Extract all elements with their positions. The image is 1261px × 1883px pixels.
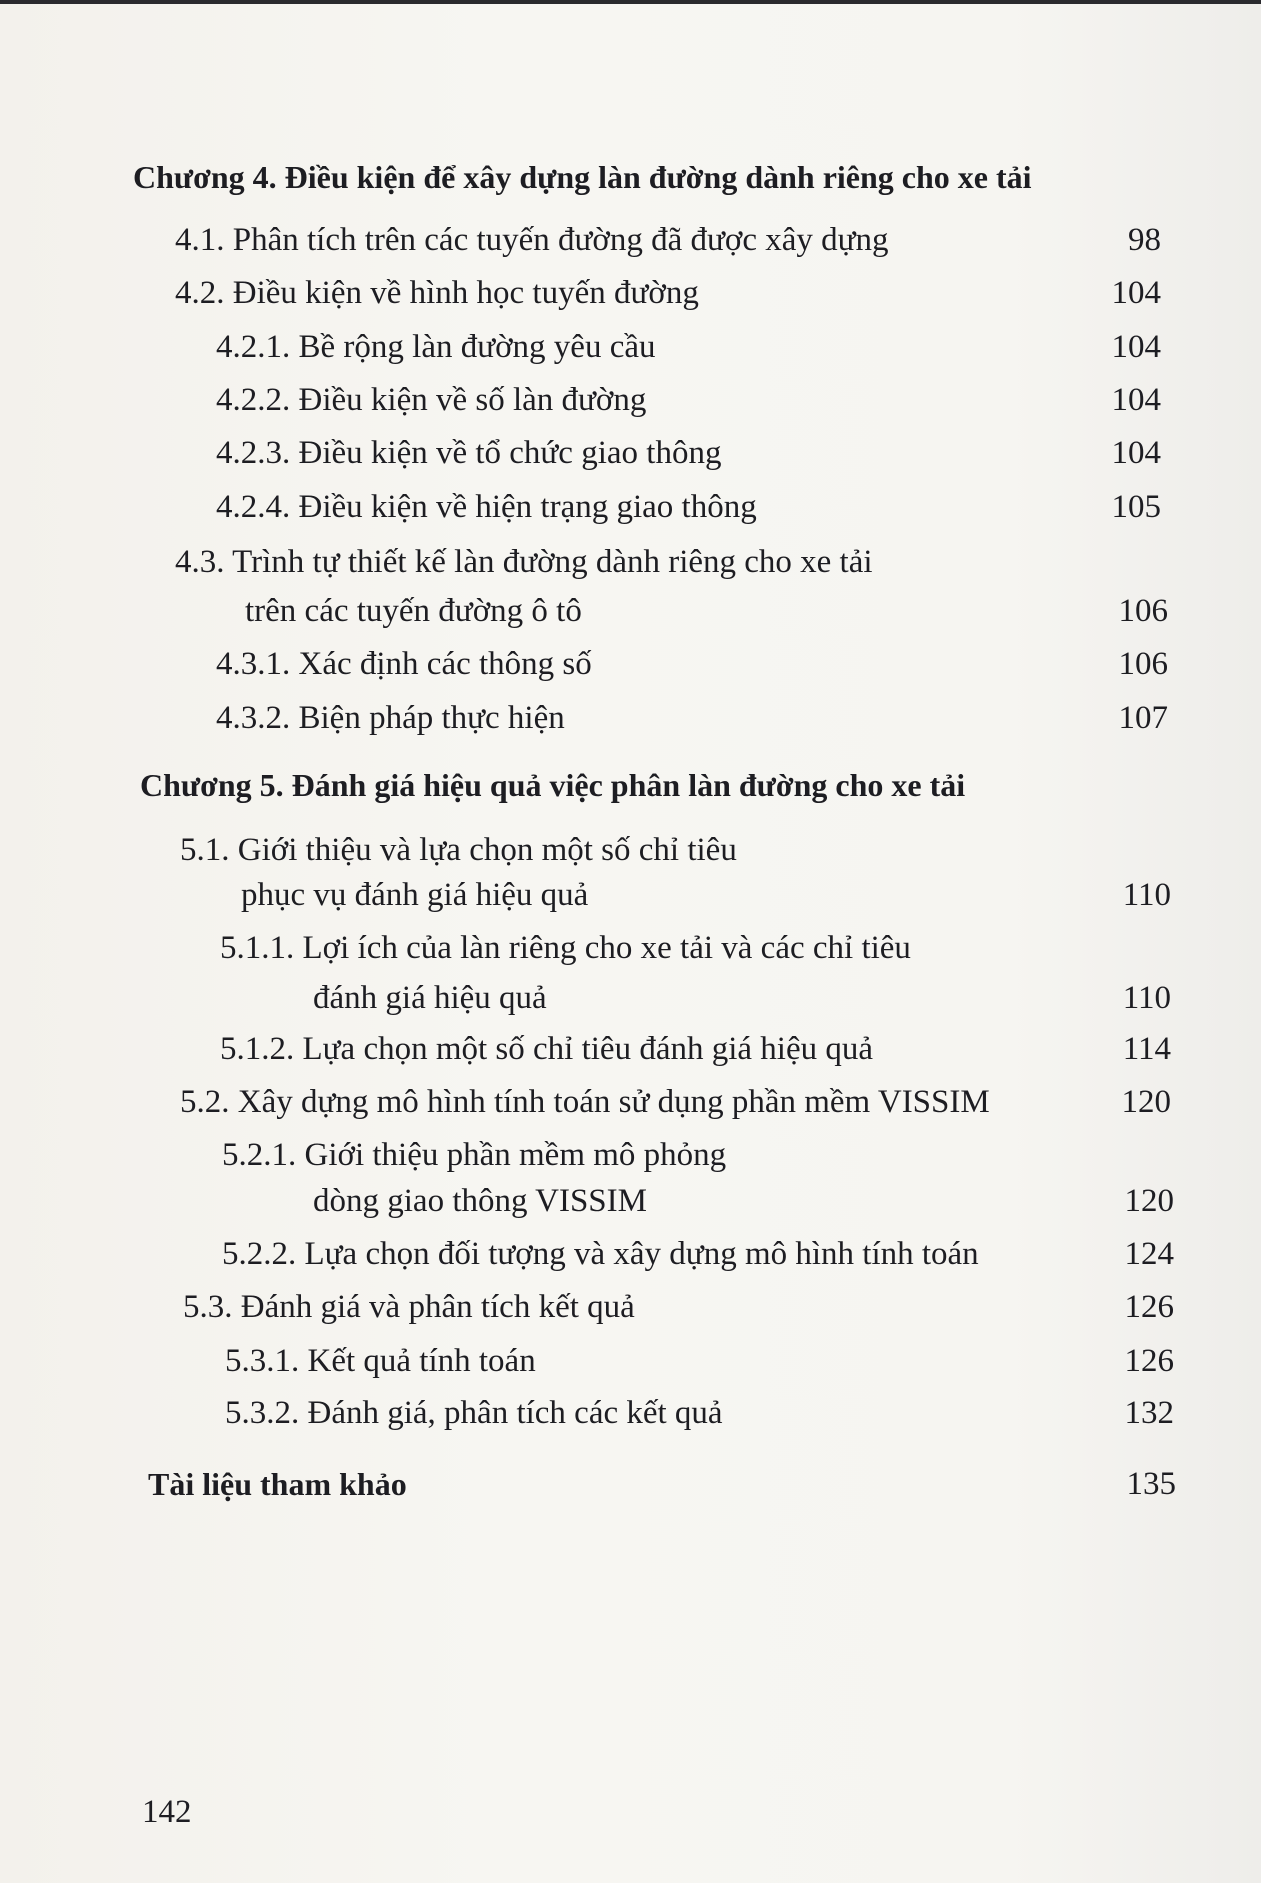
- toc-entry-page: 105: [1111, 489, 1161, 525]
- toc-entry-label: 5.1.1. Lợi ích của làn riêng cho xe tải và các chỉ tiêu: [220, 930, 911, 966]
- toc-entry-label: 5.3.1. Kết quả tính toán: [225, 1343, 536, 1379]
- toc-entry-label: 5.1.2. Lựa chọn một số chỉ tiêu đánh giá hiệu quả: [220, 1031, 873, 1067]
- toc-entry: [0, 378, 1261, 434]
- toc-entry-page: 114: [1122, 1031, 1171, 1067]
- toc-entry-page: 107: [1118, 700, 1168, 736]
- toc-entry-page: 106: [1118, 593, 1168, 629]
- toc-entry-page: 132: [1124, 1395, 1174, 1431]
- toc-entry-page: 104: [1111, 329, 1161, 365]
- toc-entry: [0, 325, 1261, 381]
- toc-entry-label: 5.1. Giới thiệu và lựa chọn một số chỉ tiêu: [180, 832, 737, 868]
- toc-entry-label: 4.2.3. Điều kiện về tổ chức giao thông: [216, 435, 722, 471]
- toc-entry-label: trên các tuyến đường ô tô: [245, 593, 582, 629]
- toc-entry-page: 110: [1122, 877, 1171, 913]
- toc-entry: [0, 642, 1261, 698]
- references-page: 135: [1126, 1466, 1176, 1502]
- toc-entry-page: 104: [1111, 382, 1161, 418]
- toc-entry-label: 5.2.1. Giới thiệu phần mềm mô phỏng: [222, 1137, 727, 1173]
- toc-entry: [0, 540, 1261, 596]
- toc-entry-label: đánh giá hiệu quả: [313, 980, 547, 1016]
- toc-entry: [0, 1285, 1261, 1341]
- toc-entry-continuation: [0, 589, 1261, 645]
- chapter-4-heading: [0, 155, 1261, 211]
- toc-entry-label: 4.3.2. Biện pháp thực hiện: [216, 700, 565, 736]
- toc-entry-label: 4.1. Phân tích trên các tuyến đường đã được xây dựng: [175, 222, 889, 258]
- toc-entry: [0, 926, 1261, 982]
- toc-entry-label: 5.2. Xây dựng mô hình tính toán sử dụng phần mềm VISSIM: [180, 1084, 990, 1120]
- toc-entry-continuation: [0, 1179, 1261, 1235]
- references-heading: [0, 1462, 1261, 1518]
- toc-entry-label: 5.2.2. Lựa chọn đối tượng và xây dựng mô hình tính toán: [222, 1236, 979, 1272]
- toc-entry-continuation: [0, 873, 1261, 929]
- toc-entry-page: 120: [1124, 1183, 1174, 1219]
- toc-entry-page: 126: [1124, 1343, 1174, 1379]
- toc-entry: [0, 696, 1261, 752]
- toc-entry-label: 5.3. Đánh giá và phân tích kết quả: [183, 1289, 635, 1325]
- toc-entry-page: 104: [1111, 275, 1161, 311]
- toc-entry-page: 120: [1121, 1084, 1171, 1120]
- toc-entry-page: 106: [1118, 646, 1168, 682]
- toc-entry-label: 5.3.2. Đánh giá, phân tích các kết quả: [225, 1395, 723, 1431]
- toc-entry-label: 4.2.2. Điều kiện về số làn đường: [216, 382, 647, 418]
- toc-entry-label: 4.3.1. Xác định các thông số: [216, 646, 592, 682]
- toc-entry: [0, 1339, 1261, 1395]
- toc-entry: [0, 431, 1261, 487]
- page-number: 142: [142, 1794, 192, 1830]
- toc-entry-label: 4.2. Điều kiện về hình học tuyến đường: [175, 275, 699, 311]
- toc-entry-label: 4.2.1. Bề rộng làn đường yêu cầu: [216, 329, 656, 365]
- toc-entry: [0, 1391, 1261, 1447]
- toc-entry-label: dòng giao thông VISSIM: [313, 1183, 647, 1219]
- toc-entry: [0, 485, 1261, 541]
- toc-entry-page: 104: [1111, 435, 1161, 471]
- toc-entry-label: phục vụ đánh giá hiệu quả: [241, 877, 589, 913]
- toc-entry-continuation: [0, 976, 1261, 1032]
- toc-entry: [0, 1027, 1261, 1083]
- toc-entry-label: 4.2.4. Điều kiện về hiện trạng giao thông: [216, 489, 757, 525]
- chapter-5-title: Chương 5. Đánh giá hiệu quả việc phân làn đường cho xe tải: [140, 767, 966, 803]
- page-top-edge: [0, 0, 1261, 4]
- toc-entry: [0, 271, 1261, 327]
- toc-entry-page: 98: [1128, 222, 1161, 258]
- references-label: Tài liệu tham khảo: [148, 1466, 407, 1502]
- toc-entry-page: 124: [1124, 1236, 1174, 1272]
- toc-entry-page: 110: [1122, 980, 1171, 1016]
- chapter-4-title: Chương 4. Điều kiện để xây dựng làn đường dành riêng cho xe tải: [133, 159, 1032, 195]
- chapter-5-heading: [0, 763, 1261, 819]
- toc-entry-page: 126: [1124, 1289, 1174, 1325]
- toc-entry: [0, 1080, 1261, 1136]
- toc-entry-label: 4.3. Trình tự thiết kế làn đường dành riêng cho xe tải: [175, 544, 873, 580]
- toc-entry: [0, 1232, 1261, 1288]
- toc-entry: [0, 218, 1261, 274]
